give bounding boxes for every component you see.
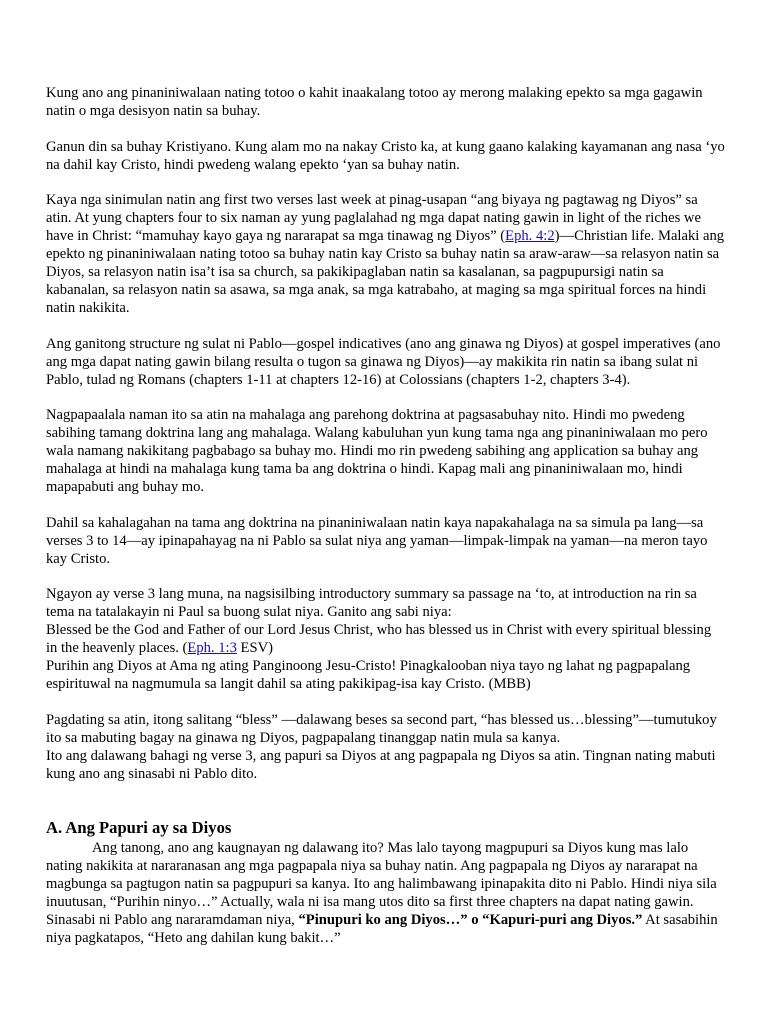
scripture-link-eph-4-2[interactable]: Eph. 4:2 xyxy=(505,228,555,244)
paragraph: Pagdating sa atin, itong salitang “bless” —dalawang beses sa second part, “has blessed us…blessing”—tumutukoy ito sa mabuting bagay na ginawa ng Diyos, pagpapalang tinanggap natin mula sa kanya. xyxy=(46,711,717,746)
scripture-quote-mbb: Purihin ang Diyos at Ama ng ating Panginoong Jesu-Cristo! Pinagkalooban niya tayo ng lahat ng pagpapalang espirituwal na nagmumula sa langit dahil sa ating pakikipag-isa kay Cristo. (MBB) xyxy=(46,658,691,692)
paragraph: Dahil sa kahalagahan na tama ang doktrina na pinaniniwalaan natin kaya napakahalaga na sa simula pa lang—sa verses 3 to 14—ay ipinapahayag na ni Pablo sa sulat niya ang yaman—limpak-limpak na yaman—na meron tayo kay Cristo. xyxy=(46,514,708,567)
section-heading: A. Ang Papuri ay sa Diyos xyxy=(46,817,232,837)
paragraph-text: Ang tanong, ano ang kaugnayan ng dalawang ito? Mas lalo tayong magpupuri sa Diyos kung mas lalo nating nakikita at nararanasan ang mga pagpapala niya sa buhay natin. Ang pagpapala ng Diyos ay nararapat na magbunga sa pagtugon natin sa pagpupuri sa kanya. Ito ang halimbawang ipinapakita dito ni Pablo. Hindi niya sila inuutusan, “Purihin ninyo…” Actually, wala ni isa mang utos dito sa first three chapters na dapat nating gawin. Sinasabi ni Pablo ang nararamdaman niya, xyxy=(46,839,717,928)
quote-text: Blessed be the God and Father of our Lord Jesus Christ, who has blessed us in Christ with every spiritual blessing in the heavenly places. ( xyxy=(46,622,712,656)
paragraph-text: )—Christian life. Malaki ang epekto ng pinaniniwalaan nating totoo sa buhay natin kay Cristo sa buhay natin sa araw-araw—sa relasyon natin sa Diyos, sa relasyon natin isa’t isa sa church, sa pakikipaglaban natin sa kasalanan, sa pagpupursigi natin sa kabanalan, sa relasyon natin sa asawa, sa mga anak, sa mga katrabaho, at maging sa mga spiritual forces na hindi natin nakikita. xyxy=(46,228,725,316)
paragraph-text: At sasabihin niya pagkatapos, “Heto ang dahilan kung bakit…” xyxy=(46,911,718,946)
paragraph: Ang ganitong structure ng sulat ni Pablo—gospel indicatives (ano ang ginawa ng Diyos) at gospel imperatives (ano ang mga dapat nating gawin bilang resulta o tugon sa ginawa ng Diyos)—ay makikita rin natin sa ibang sulat ni Pablo, tulad ng Romans (chapters 1-11 at chapters 12-16) at Colossians (chapters 1-2, chapters 3-4). xyxy=(46,335,721,388)
document-body xyxy=(46,84,726,964)
bold-quote: “Pinupuri ko ang Diyos…” o “Kapuri-puri ang Diyos.” xyxy=(298,911,643,928)
paragraph: Ito ang dalawang bahagi ng verse 3, ang papuri sa Diyos at ang pagpapala ng Diyos sa atin. Tingnan nating mabuti kung ano ang sinasabi ni Pablo dito. xyxy=(46,747,716,782)
paragraph: Nagpapaalala naman ito sa atin na mahalaga ang parehong doktrina at pagsasabuhay nito. Hindi mo pwedeng sabihing tamang doktrina lang ang mahalaga. Walang kabuluhan yun kung tama nga ang pinaniniwalaan mo pero wala namang nakikitang pagbabago sa buhay mo. Hindi mo rin pwedeng sabihing ang application sa buhay ang mahalaga at hindi na mahalaga kung tama ba ang doktrina o hindi. Kapag mali ang pinaniniwalaan mo, hindi mapapabuti ang buhay mo. xyxy=(46,407,708,495)
paragraph: Ganun din sa buhay Kristiyano. Kung alam mo na nakay Cristo ka, at kung gaano kalaking kayamanan ang nasa ‘yo na dahil kay Cristo, hindi pwedeng walang epekto ‘yan sa buhay natin. xyxy=(46,138,725,173)
paragraph: Ngayon ay verse 3 lang muna, na nagsisilbing introductory summary sa passage na ‘to, at introduction na rin sa tema na tatalakayin ni Paul sa buong sulat niya. Ganito ang sabi niya: xyxy=(46,586,697,620)
scripture-quote-esv xyxy=(46,621,726,657)
paragraph-text: Kaya nga sinimulan natin ang first two verses last week at pinag-usapan “ang biyaya ng pagtawag ng Diyos” sa atin. At yung chapters four to six naman ay yung paglalahad ng mga dapat nating gawin in light of the riches we have in Christ: “mamuhay kayo gaya ng nararapat sa mga tinawag ng Diyos” ( xyxy=(46,192,701,244)
paragraph: Kung ano ang pinaniniwalaan nating totoo o kahit inaakalang totoo ay merong malaking epekto sa mga gagawin natin o mga desisyon natin sa buhay. xyxy=(46,85,703,119)
scripture-link-eph-1-3[interactable]: Eph. 1:3 xyxy=(187,640,237,656)
quote-version: ESV) xyxy=(236,640,273,656)
paragraph xyxy=(46,191,726,317)
section-paragraph xyxy=(46,839,726,947)
